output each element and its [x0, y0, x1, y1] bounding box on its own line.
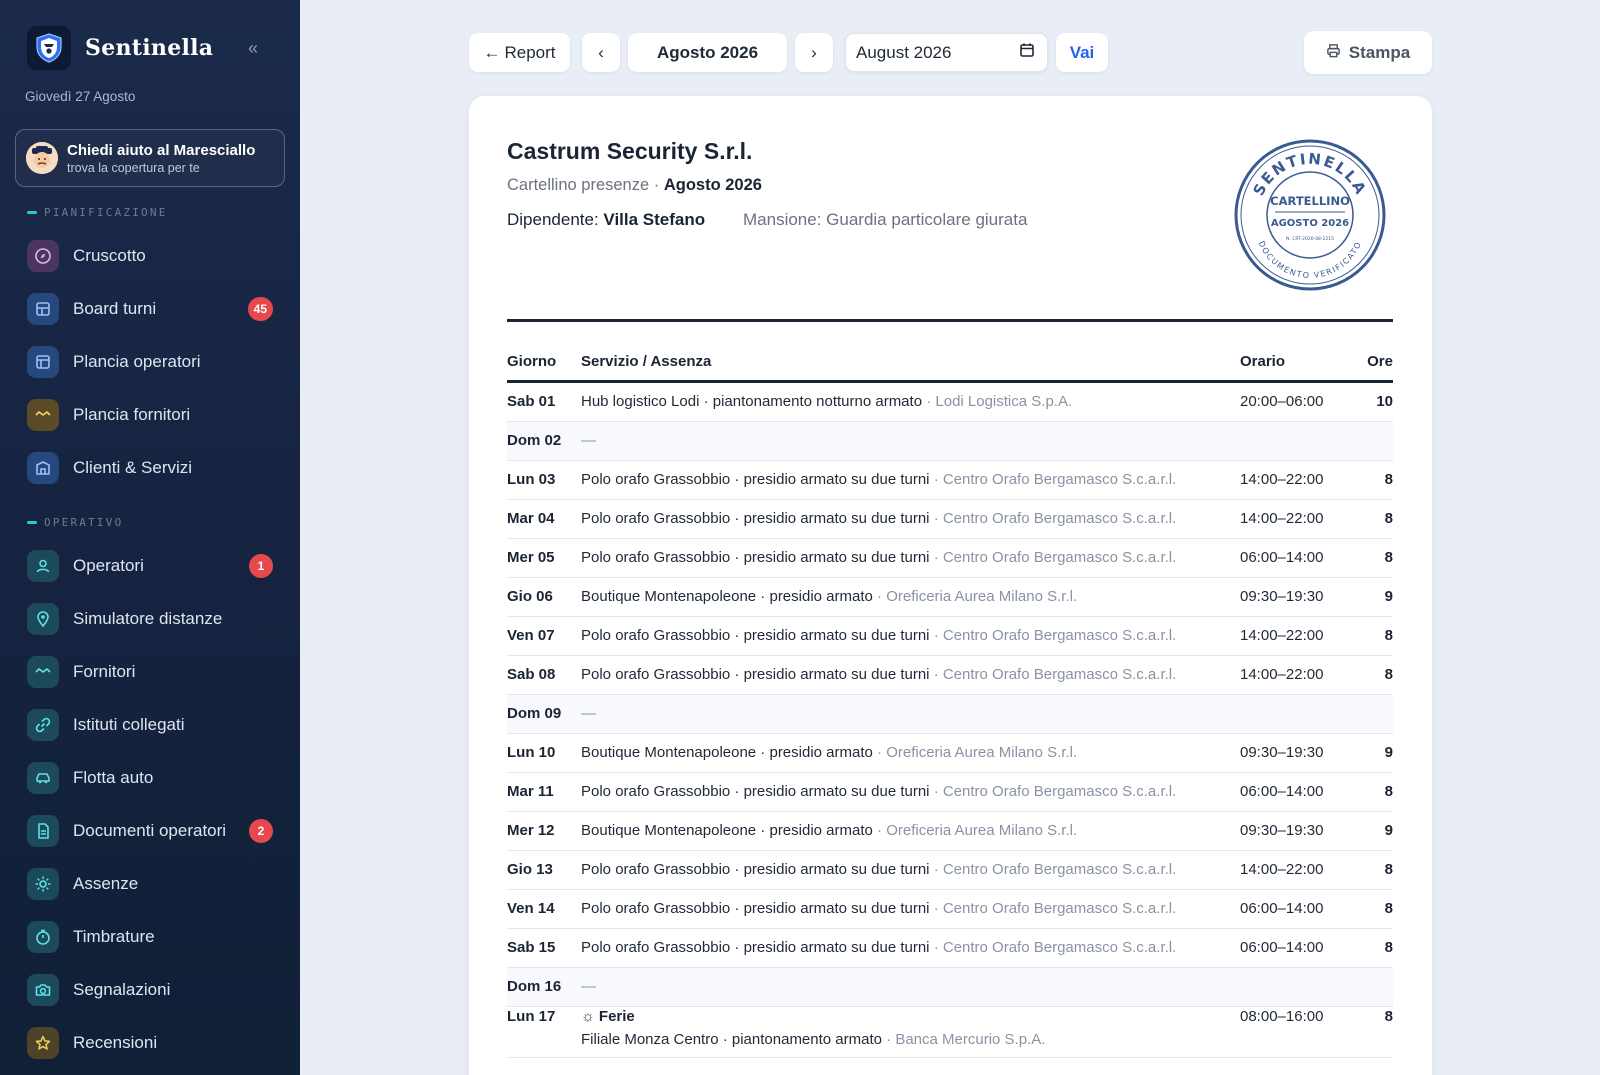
cell-day: Sab 08	[507, 666, 556, 683]
cell-hours: 8	[1384, 900, 1393, 917]
car-icon	[27, 762, 59, 794]
sidebar-item-recensioni[interactable]	[27, 1023, 273, 1063]
table-row	[507, 617, 1393, 656]
cell-hours: 9	[1384, 588, 1393, 605]
chevron-left-icon: ‹	[598, 42, 604, 62]
handshake-icon	[27, 656, 59, 688]
cell-hours: 8	[1384, 627, 1393, 644]
cell-time: 14:00–22:00	[1240, 861, 1324, 878]
sidebar-item-label: Assenze	[73, 874, 139, 893]
sidebar-item-label: Simulatore distanze	[73, 609, 223, 628]
sidebar-item-label: Cruscotto	[73, 246, 146, 265]
sidebar-item-label: Plancia operatori	[73, 352, 201, 371]
help-maresciallo-button[interactable]	[15, 129, 285, 187]
cell-time: 09:30–19:30	[1240, 588, 1324, 605]
month-picker-input[interactable]: August 2026	[845, 33, 1048, 72]
cell-service: Polo orafo Grassobbio · presidio armato su due turni · Centro Orafo Bergamasco S.c.a.r.l.	[581, 510, 1177, 527]
cell-hours: 8	[1384, 549, 1393, 566]
table-row	[507, 383, 1393, 422]
table-row	[507, 851, 1393, 890]
cell-day: Ven 14	[507, 900, 555, 917]
table-row	[507, 461, 1393, 500]
cell-day: Mar 04	[507, 510, 555, 527]
cell-day: Mar 11	[507, 783, 554, 800]
sidebar-item-label: Clienti & Servizi	[73, 458, 193, 477]
cell-hours: 8	[1384, 510, 1393, 527]
table-row	[507, 890, 1393, 929]
sidebar-item-plancia-operatori[interactable]	[27, 342, 273, 382]
cell-day: Sab 15	[507, 939, 556, 956]
star-icon	[27, 1027, 59, 1059]
cell-time: 09:30–19:30	[1240, 822, 1324, 839]
building-icon	[27, 452, 59, 484]
cell-day: Lun 10	[507, 744, 556, 761]
cell-time: 14:00–22:00	[1240, 627, 1324, 644]
next-month-button[interactable]	[795, 33, 833, 72]
cell-day: Dom 02	[507, 432, 562, 449]
cell-day: Sab 01	[507, 393, 556, 410]
sidebar-item-timbrature[interactable]	[27, 917, 273, 957]
timesheet-card	[469, 96, 1432, 1075]
handshake-icon	[27, 399, 59, 431]
table-header	[507, 353, 1393, 383]
shield-logo-icon	[27, 26, 71, 70]
cell-time: 06:00–14:00	[1240, 549, 1324, 566]
cell-hours: 8	[1384, 861, 1393, 878]
notification-badge: 45	[248, 297, 273, 321]
sidebar-item-label: Documenti operatori	[73, 821, 227, 840]
cell-time: 06:00–14:00	[1240, 939, 1324, 956]
notification-badge: 1	[249, 554, 273, 578]
table-row	[507, 929, 1393, 968]
table-row	[507, 812, 1393, 851]
sidebar-item-fornitori[interactable]	[27, 652, 273, 692]
help-title: Chiedi aiuto al Maresciallo	[67, 141, 256, 159]
grid-icon	[27, 293, 59, 325]
cell-service: Polo orafo Grassobbio · presidio armato su due turni · Centro Orafo Bergamasco S.c.a.r.l.	[581, 627, 1177, 644]
chevron-right-icon: ›	[811, 42, 817, 62]
cell-day: Lun 03	[507, 471, 556, 488]
cell-service: Polo orafo Grassobbio · presidio armato su due turni · Centro Orafo Bergamasco S.c.a.r.l.	[581, 471, 1177, 488]
sidebar-item-label: Flotta auto	[73, 768, 154, 787]
cell-service: Polo orafo Grassobbio · presidio armato su due turni · Centro Orafo Bergamasco S.c.a.r.l.	[581, 939, 1177, 956]
cell-hours: 8	[1384, 939, 1393, 956]
help-subtitle: trova la copertura per te	[67, 160, 200, 175]
section-operativo: OPERATIVO	[27, 516, 123, 529]
employee-line: Dipendente: Villa Stefano	[507, 210, 706, 229]
cell-hours: 8	[1384, 471, 1393, 488]
table-row	[507, 500, 1393, 539]
cell-hours: 10	[1376, 393, 1393, 410]
cell-time: 14:00–22:00	[1240, 471, 1324, 488]
current-date: Giovedì 27 Agosto	[25, 89, 136, 104]
sidebar-item-operatori[interactable]	[27, 546, 273, 586]
back-to-report-button[interactable]: ← Report	[469, 33, 570, 72]
cell-time: 06:00–14:00	[1240, 900, 1324, 917]
header-divider	[507, 319, 1393, 322]
maresciallo-avatar	[26, 142, 58, 174]
cell-day: Mer 12	[507, 822, 555, 839]
current-month-label: Agosto 2026	[628, 33, 787, 72]
sun-icon	[27, 868, 59, 900]
svg-text:DOCUMENTO VERIFICATO: DOCUMENTO VERIFICATO	[1256, 239, 1364, 281]
col-header-service: Servizio / Assenza	[581, 353, 712, 370]
cell-hours: 9	[1384, 822, 1393, 839]
cell-time: 14:00–22:00	[1240, 666, 1324, 683]
compass-icon	[27, 240, 59, 272]
table-row	[507, 578, 1393, 617]
company-name: Castrum Security S.r.l.	[507, 138, 753, 164]
table-row	[507, 734, 1393, 773]
printer-icon	[1326, 43, 1341, 63]
cell-service: Polo orafo Grassobbio · presidio armato su due turni · Centro Orafo Bergamasco S.c.a.r.l.	[581, 549, 1177, 566]
previous-month-button[interactable]	[582, 33, 620, 72]
absence-label: ☼ Ferie	[581, 1008, 635, 1025]
sidebar-item-segnalazioni[interactable]	[27, 970, 273, 1010]
arrow-left-icon: ←	[483, 42, 501, 62]
sidebar-item-label: Plancia fornitori	[73, 405, 191, 424]
cell-day: Gio 13	[507, 861, 553, 878]
sidebar-item-documenti-operatori[interactable]	[27, 811, 273, 851]
cell-service: Boutique Montenapoleone · presidio armato · Oreficeria Aurea Milano S.r.l.	[581, 588, 1078, 605]
cell-time: 20:00–06:00	[1240, 393, 1324, 410]
sidebar-item-label: Board turni	[73, 299, 157, 318]
calendar-icon[interactable]	[1019, 42, 1035, 63]
sidebar-item-simulatore-distanze[interactable]	[27, 599, 273, 639]
cell-day: Mer 05	[507, 549, 555, 566]
camera-icon	[27, 974, 59, 1006]
col-header-time: Orario	[1240, 353, 1286, 370]
table-row	[507, 422, 1393, 461]
cell-day: Ven 07	[507, 627, 555, 644]
cell-time: 09:30–19:30	[1240, 744, 1324, 761]
svg-text:SENTINELLA: SENTINELLA	[1249, 149, 1371, 199]
svg-text:N. CRT-2026-08-2215: N. CRT-2026-08-2215	[1285, 237, 1335, 242]
sidebar-item-label: Fornitori	[73, 662, 136, 681]
svg-text:AGOSTO 2026: AGOSTO 2026	[1270, 218, 1350, 229]
cell-service: —	[581, 432, 596, 449]
sidebar-item-label: Recensioni	[73, 1033, 158, 1052]
sidebar-item-board-turni[interactable]	[27, 289, 273, 329]
sidebar-item-istituti-collegati[interactable]	[27, 705, 273, 745]
employee-role: Mansione: Guardia particolare giurata	[743, 210, 1028, 229]
table-row-absence: Lun 17 ☼ Ferie Filiale Monza Centro · piantonamento armato · Banca Mercurio S.p.A. 08:00–16:00 8	[507, 998, 1393, 1058]
notification-badge: 2	[249, 819, 273, 843]
timer-icon	[27, 921, 59, 953]
section-pianificazione: PIANIFICAZIONE	[27, 206, 168, 219]
go-button[interactable]: Vai	[1056, 33, 1108, 72]
link-icon	[27, 709, 59, 741]
cell-hours: 9	[1384, 744, 1393, 761]
cell-service: Polo orafo Grassobbio · presidio armato su due turni · Centro Orafo Bergamasco S.c.a.r.l.	[581, 666, 1177, 683]
cell-service: Polo orafo Grassobbio · presidio armato su due turni · Centro Orafo Bergamasco S.c.a.r.l.	[581, 861, 1177, 878]
sidebar-item-cruscotto[interactable]	[27, 236, 273, 276]
sidebar	[0, 0, 300, 1075]
timesheet-subtitle: Cartellino presenze · Agosto 2026	[507, 176, 762, 194]
user-icon	[27, 550, 59, 582]
cell-day: Gio 06	[507, 588, 553, 605]
cell-service: Boutique Montenapoleone · presidio armato · Oreficeria Aurea Milano S.r.l.	[581, 822, 1078, 839]
cell-time: 14:00–22:00	[1240, 510, 1324, 527]
cell-service: Hub logistico Lodi · piantonamento notturno armato · Lodi Logistica S.p.A.	[581, 393, 1073, 410]
svg-text:CARTELLINO: CARTELLINO	[1270, 194, 1350, 208]
cell-time: 06:00–14:00	[1240, 783, 1324, 800]
brand[interactable]	[27, 26, 213, 70]
cell-service: —	[581, 705, 596, 722]
document-icon	[27, 815, 59, 847]
sidebar-item-clienti-servizi[interactable]	[27, 448, 273, 488]
collapse-sidebar-icon[interactable]: «	[248, 38, 259, 58]
cell-service: Polo orafo Grassobbio · presidio armato su due turni · Centro Orafo Bergamasco S.c.a.r.l.	[581, 900, 1177, 917]
table-row	[507, 656, 1393, 695]
sidebar-item-flotta-auto[interactable]	[27, 758, 273, 798]
layout-icon	[27, 346, 59, 378]
table-row	[507, 695, 1393, 734]
cell-service: Boutique Montenapoleone · presidio armato · Oreficeria Aurea Milano S.r.l.	[581, 744, 1078, 761]
map-pin-icon	[27, 603, 59, 635]
sidebar-item-assenze[interactable]	[27, 864, 273, 904]
sidebar-item-label: Segnalazioni	[73, 980, 171, 999]
sidebar-item-label: Istituti collegati	[73, 715, 185, 734]
table-row	[507, 773, 1393, 812]
cell-service: Polo orafo Grassobbio · presidio armato su due turni · Centro Orafo Bergamasco S.c.a.r.l.	[581, 783, 1177, 800]
col-header-hours: Ore	[1367, 353, 1393, 370]
sidebar-item-plancia-fornitori[interactable]	[27, 395, 273, 435]
cell-hours: 8	[1384, 783, 1393, 800]
cell-service: —	[581, 978, 596, 995]
col-header-day: Giorno	[507, 353, 557, 370]
table-row	[507, 539, 1393, 578]
verification-stamp	[1233, 138, 1387, 292]
cell-hours: 8	[1384, 666, 1393, 683]
sidebar-item-label: Operatori	[73, 556, 144, 575]
brand-name: Sentinella	[85, 35, 214, 61]
print-button[interactable]: Stampa	[1304, 31, 1432, 74]
sidebar-item-label: Timbrature	[73, 927, 155, 946]
cell-day: Dom 16	[507, 978, 562, 995]
cell-day: Dom 09	[507, 705, 562, 722]
sun-icon: ☼	[581, 1008, 595, 1025]
